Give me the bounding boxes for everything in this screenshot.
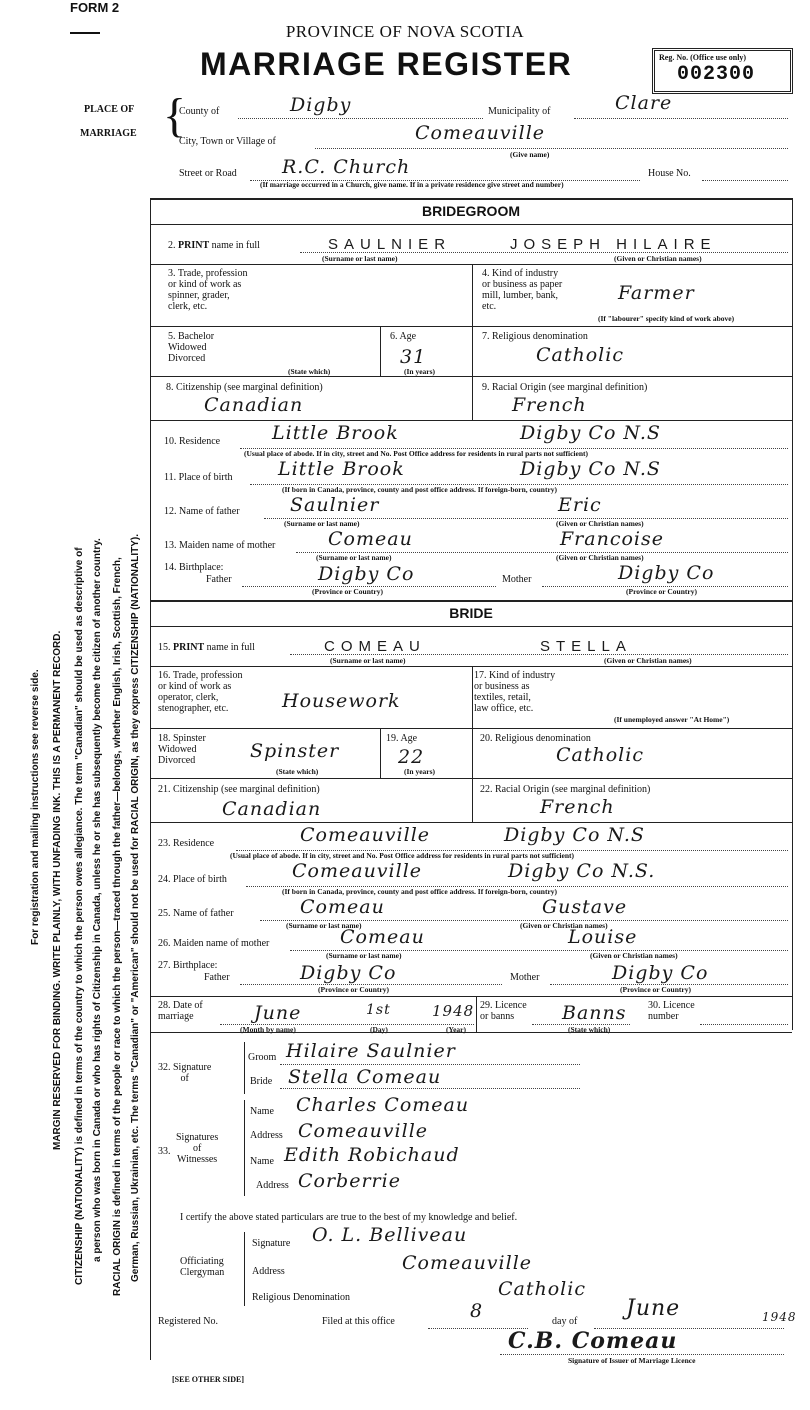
county-label: County of: [179, 106, 220, 117]
groom-bp-father-label: Father: [206, 574, 232, 585]
issuer-label: Signature of Issuer of Marriage Licence: [568, 1356, 696, 1365]
groom-bp-father: Digby Co: [318, 563, 415, 585]
groom-signature: Hilaire Saulnier: [286, 1040, 456, 1062]
reg-no-value: 002300: [677, 63, 756, 86]
reg-no-box: [652, 48, 793, 94]
witness-number: 33.: [158, 1146, 171, 1157]
groom-father-label: 12. Name of father: [164, 506, 240, 517]
day-of-label: day of: [552, 1316, 578, 1327]
bride-father-1: Comeau: [300, 896, 385, 918]
bride-citizenship-label: 21. Citizenship (see marginal definition): [158, 784, 320, 795]
denomination-label: Religious Denomination: [252, 1292, 351, 1303]
municipality-label: Municipality of: [488, 106, 551, 117]
bride-racial: French: [540, 796, 615, 818]
bride-father-surname-note: (Surname or last name): [286, 921, 362, 930]
city-label: City, Town or Village of: [179, 136, 276, 147]
groom-bp-mother: Digby Co: [618, 562, 715, 584]
groom-residence-2: Digby Co N.S: [520, 422, 661, 444]
bride-in-years: (In years): [404, 767, 436, 776]
issuer-signature: C.B. Comeau: [508, 1328, 678, 1354]
w2-name-label: Name: [250, 1156, 274, 1167]
bride-signature: Stella Comeau: [288, 1066, 442, 1088]
w1-address: Comeauville: [298, 1120, 429, 1142]
groom-bp-mother-note: (Province or Country): [626, 587, 697, 596]
bride-bp-mother-note: (Province or Country): [620, 985, 691, 994]
registered-label: Registered No.: [158, 1316, 218, 1327]
bride-bp-father: Digby Co: [300, 962, 397, 984]
w2-address-label: Address: [256, 1180, 289, 1191]
bride-bp-mother-label: Mother: [510, 972, 540, 983]
bride-mother-1: Comeau: [340, 926, 425, 948]
groom-trade-label: 3. Trade, profession or kind of work as spinner, grader, clerk, etc.: [168, 268, 248, 312]
county-value: Digby: [290, 94, 352, 116]
filed-year: 1948: [762, 1310, 797, 1324]
bride-residence-2: Digby Co N.S: [504, 824, 645, 846]
denomination: Catholic: [498, 1278, 586, 1300]
bride-mother-given-note: (Given or Christian names): [590, 951, 678, 960]
side-citizenship-1: CITIZENSHIP (NATIONALITY) is defined in terms of the country to which the person owes allegiance. The term "Canadian" should be used as descriptive of: [74, 547, 85, 1285]
house-label: House No.: [648, 168, 691, 179]
bride-residence-note: (Usual place of abode. If in city, street and No. Post Office address for residents in rural parts not sufficient): [230, 851, 575, 860]
groom-age: 31: [400, 346, 427, 368]
clergy-sig-label: Signature: [252, 1238, 291, 1249]
bride-residence-label: 23. Residence: [158, 838, 215, 849]
date-label: 28. Date of marriage: [158, 1000, 203, 1022]
street-note: (If marriage occurred in a Church, give name. If in a private residence give street and number): [260, 180, 564, 189]
groom-industry-note: (If "labourer" specify kind of work above): [598, 314, 735, 323]
side-racial-1: RACIAL ORIGIN is defined in terms of the people or race to which the person—traced through the father—belongs, whether English, Irish, Scottish, French,: [112, 557, 123, 1296]
groom-bp-mother-label: Mother: [502, 574, 532, 585]
licence-label: 29. Licence or banns: [480, 1000, 527, 1022]
side-citizenship-2: a person who was born in Canada or who has rights of Citizenship in Canada, unless he or she has subsequently become the citizen of another country.: [92, 538, 103, 1262]
groom-state-which: (State which): [288, 367, 331, 376]
groom-mother-2: Francoise: [560, 528, 664, 550]
section-bride: BRIDE: [449, 605, 493, 621]
bride-father-given-note: (Given or Christian names): [520, 921, 608, 930]
bride-sig-label: Bride: [250, 1076, 273, 1087]
marriage-month: June: [254, 1002, 302, 1024]
bride-racial-label: 22. Racial Origin (see marginal definition): [480, 784, 651, 795]
groom-birth-2: Digby Co N.S: [520, 458, 661, 480]
bride-state-which: (State which): [276, 767, 319, 776]
give-name-note: (Give name): [510, 150, 550, 159]
certify-text: I certify the above stated particulars are true to the best of my knowledge and belief.: [180, 1212, 518, 1223]
groom-birth-note: (If born in Canada, province, county and post office address. If foreign-born, country): [282, 485, 558, 494]
bride-mother-label: 26. Maiden name of mother: [158, 938, 270, 949]
licence-number-label: 30. Licence number: [648, 1000, 695, 1022]
w1-name: Charles Comeau: [296, 1094, 470, 1116]
filed-day: 8: [470, 1300, 484, 1322]
groom-father-surname-note: (Surname or last name): [284, 519, 360, 528]
section-bridegroom: BRIDEGROOM: [422, 203, 520, 219]
groom-sig-label: Groom: [248, 1052, 277, 1063]
year-note: (Year): [446, 1025, 466, 1034]
bride-mother-surname-note: (Surname or last name): [326, 951, 402, 960]
groom-father-1: Saulnier: [290, 494, 380, 516]
bride-bp-father-note: (Province or Country): [318, 985, 389, 994]
groom-bp-label: 14. Birthplace:: [164, 562, 224, 573]
groom-mother-1: Comeau: [328, 528, 413, 550]
bride-given-note: (Given or Christian names): [604, 656, 692, 665]
city-value: Comeauville: [415, 122, 546, 144]
licence-value: Banns: [562, 1002, 627, 1024]
groom-status-label: 5. Bachelor Widowed Divorced: [168, 331, 215, 364]
groom-surname: SAULNIER: [328, 236, 452, 253]
bride-status-label: 18. Spinster Widowed Divorced: [158, 733, 206, 766]
clergy-label: Officiating Clergyman: [180, 1256, 225, 1278]
bride-bp-father-label: Father: [204, 972, 230, 983]
place-group-label-1: PLACE OF: [84, 104, 135, 115]
clergy-signature: O. L. Belliveau: [312, 1224, 468, 1246]
w1-name-label: Name: [250, 1106, 274, 1117]
marriage-year: 1948: [432, 1002, 475, 1020]
groom-given: JOSEPH HILAIRE: [510, 236, 717, 253]
side-margin-notice: MARGIN RESERVED FOR BINDING. WRITE PLAINLY, WITH UNFADING INK. THIS IS A PERMANENT RECORD.: [52, 630, 63, 1150]
groom-mother-surname-note: (Surname or last name): [316, 553, 392, 562]
bride-surname-note: (Surname or last name): [330, 656, 406, 665]
bride-status: Spinster: [250, 740, 340, 762]
groom-religion-label: 7. Religious denomination: [482, 331, 588, 342]
groom-residence-1: Little Brook: [272, 422, 399, 444]
bride-bp-label: 27. Birthplace:: [158, 960, 218, 971]
province-title: PROVINCE OF NOVA SCOTIA: [285, 22, 525, 41]
groom-mother-label: 13. Maiden name of mother: [164, 540, 276, 551]
municipality-value: Clare: [615, 92, 673, 114]
w2-address: Corberrie: [298, 1170, 401, 1192]
clergy-address: Comeauville: [402, 1252, 533, 1274]
bride-residence-1: Comeauville: [300, 824, 431, 846]
licence-note: (State which): [568, 1025, 611, 1034]
clergy-address-label: Address: [252, 1266, 285, 1277]
street-value: R.C. Church: [282, 156, 411, 178]
day-note: (Day): [370, 1025, 388, 1034]
groom-surname-note: (Surname or last name): [322, 254, 398, 263]
bride-name-label: 15. PRINT name in full: [158, 642, 255, 653]
page-title: MARRIAGE REGISTER: [200, 46, 573, 82]
bride-trade: Housework: [282, 690, 401, 712]
filed-month: June: [626, 1296, 681, 1321]
bride-age-label: 19. Age: [386, 733, 418, 744]
bride-bp-mother: Digby Co: [612, 962, 709, 984]
side-instructions: For registration and mailing instructions see reverse side.: [30, 669, 41, 945]
groom-bp-father-note: (Province or Country): [312, 587, 383, 596]
bride-religion-label: 20. Religious denomination: [480, 733, 591, 744]
groom-birth-1: Little Brook: [278, 458, 405, 480]
groom-in-years: (In years): [404, 367, 436, 376]
bride-trade-label: 16. Trade, profession or kind of work as operator, clerk, stenographer, etc.: [158, 670, 243, 714]
bride-religion: Catholic: [556, 744, 644, 766]
bride-father-label: 25. Name of father: [158, 908, 234, 919]
street-label: Street or Road: [179, 168, 237, 179]
bride-industry-note: (If unemployed answer "At Home"): [614, 715, 730, 724]
groom-industry-label: 4. Kind of industry or business as paper mill, lumber, bank, etc.: [482, 268, 563, 312]
bride-citizenship: Canadian: [222, 798, 322, 820]
reg-no-label: Reg. No. (Office use only): [659, 53, 747, 62]
bride-mother-2: Louise: [568, 926, 638, 948]
bride-given: STELLA: [540, 638, 632, 655]
bride-surname: COMEAU: [324, 638, 426, 655]
groom-father-given-note: (Given or Christian names): [556, 519, 644, 528]
bride-birth-1: Comeauville: [292, 860, 423, 882]
bride-birth-label: 24. Place of birth: [158, 874, 227, 885]
groom-age-label: 6. Age: [390, 331, 417, 342]
bride-birth-note: (If born in Canada, province, county and post office address. If foreign-born, country): [282, 887, 558, 896]
filed-label: Filed at this office: [322, 1316, 395, 1327]
groom-mother-given-note: (Given or Christian names): [556, 553, 644, 562]
place-brace: {: [163, 89, 187, 142]
groom-racial-label: 9. Racial Origin (see marginal definition): [482, 382, 648, 393]
w1-address-label: Address: [250, 1130, 283, 1141]
groom-residence-label: 10. Residence: [164, 436, 221, 447]
groom-name-label: 2. PRINT name in full: [168, 240, 260, 251]
side-racial-2: German, Russian, Ukrainian, etc. The terms "Canadian" or "American" should not be used for RACIAL ORIGIN, as they express CITIZENSHIP (NATIONALITY).: [130, 533, 141, 1282]
groom-racial: French: [512, 394, 587, 416]
bride-father-2: Gustave: [542, 896, 628, 918]
groom-citizenship-label: 8. Citizenship (see marginal definition): [166, 382, 323, 393]
groom-residence-note: (Usual place of abode. If in city, street and No. Post Office address for residents in rural parts not sufficient): [244, 449, 589, 458]
groom-citizenship: Canadian: [204, 394, 304, 416]
bride-industry-label: 17. Kind of industry or business as textiles, retail, law office, etc.: [474, 670, 556, 714]
bride-age: 22: [398, 746, 425, 768]
see-other-side: [SEE OTHER SIDE]: [172, 1375, 245, 1384]
month-note: (Month by name): [240, 1025, 296, 1034]
w2-name: Edith Robichaud: [284, 1144, 460, 1166]
bride-birth-2: Digby Co N.S.: [508, 860, 656, 882]
groom-industry: Farmer: [618, 282, 695, 304]
place-group-label-2: MARRIAGE: [80, 128, 137, 139]
groom-father-2: Eric: [558, 494, 602, 516]
form-number: FORM 2: [70, 0, 120, 15]
signature-label: 32. Signature of: [158, 1062, 212, 1084]
witness-label: Signatures of Witnesses: [176, 1132, 219, 1165]
groom-birth-label: 11. Place of birth: [164, 472, 233, 483]
groom-religion: Catholic: [536, 344, 624, 366]
groom-given-note: (Given or Christian names): [614, 254, 702, 263]
marriage-day: 1st: [366, 1002, 391, 1018]
